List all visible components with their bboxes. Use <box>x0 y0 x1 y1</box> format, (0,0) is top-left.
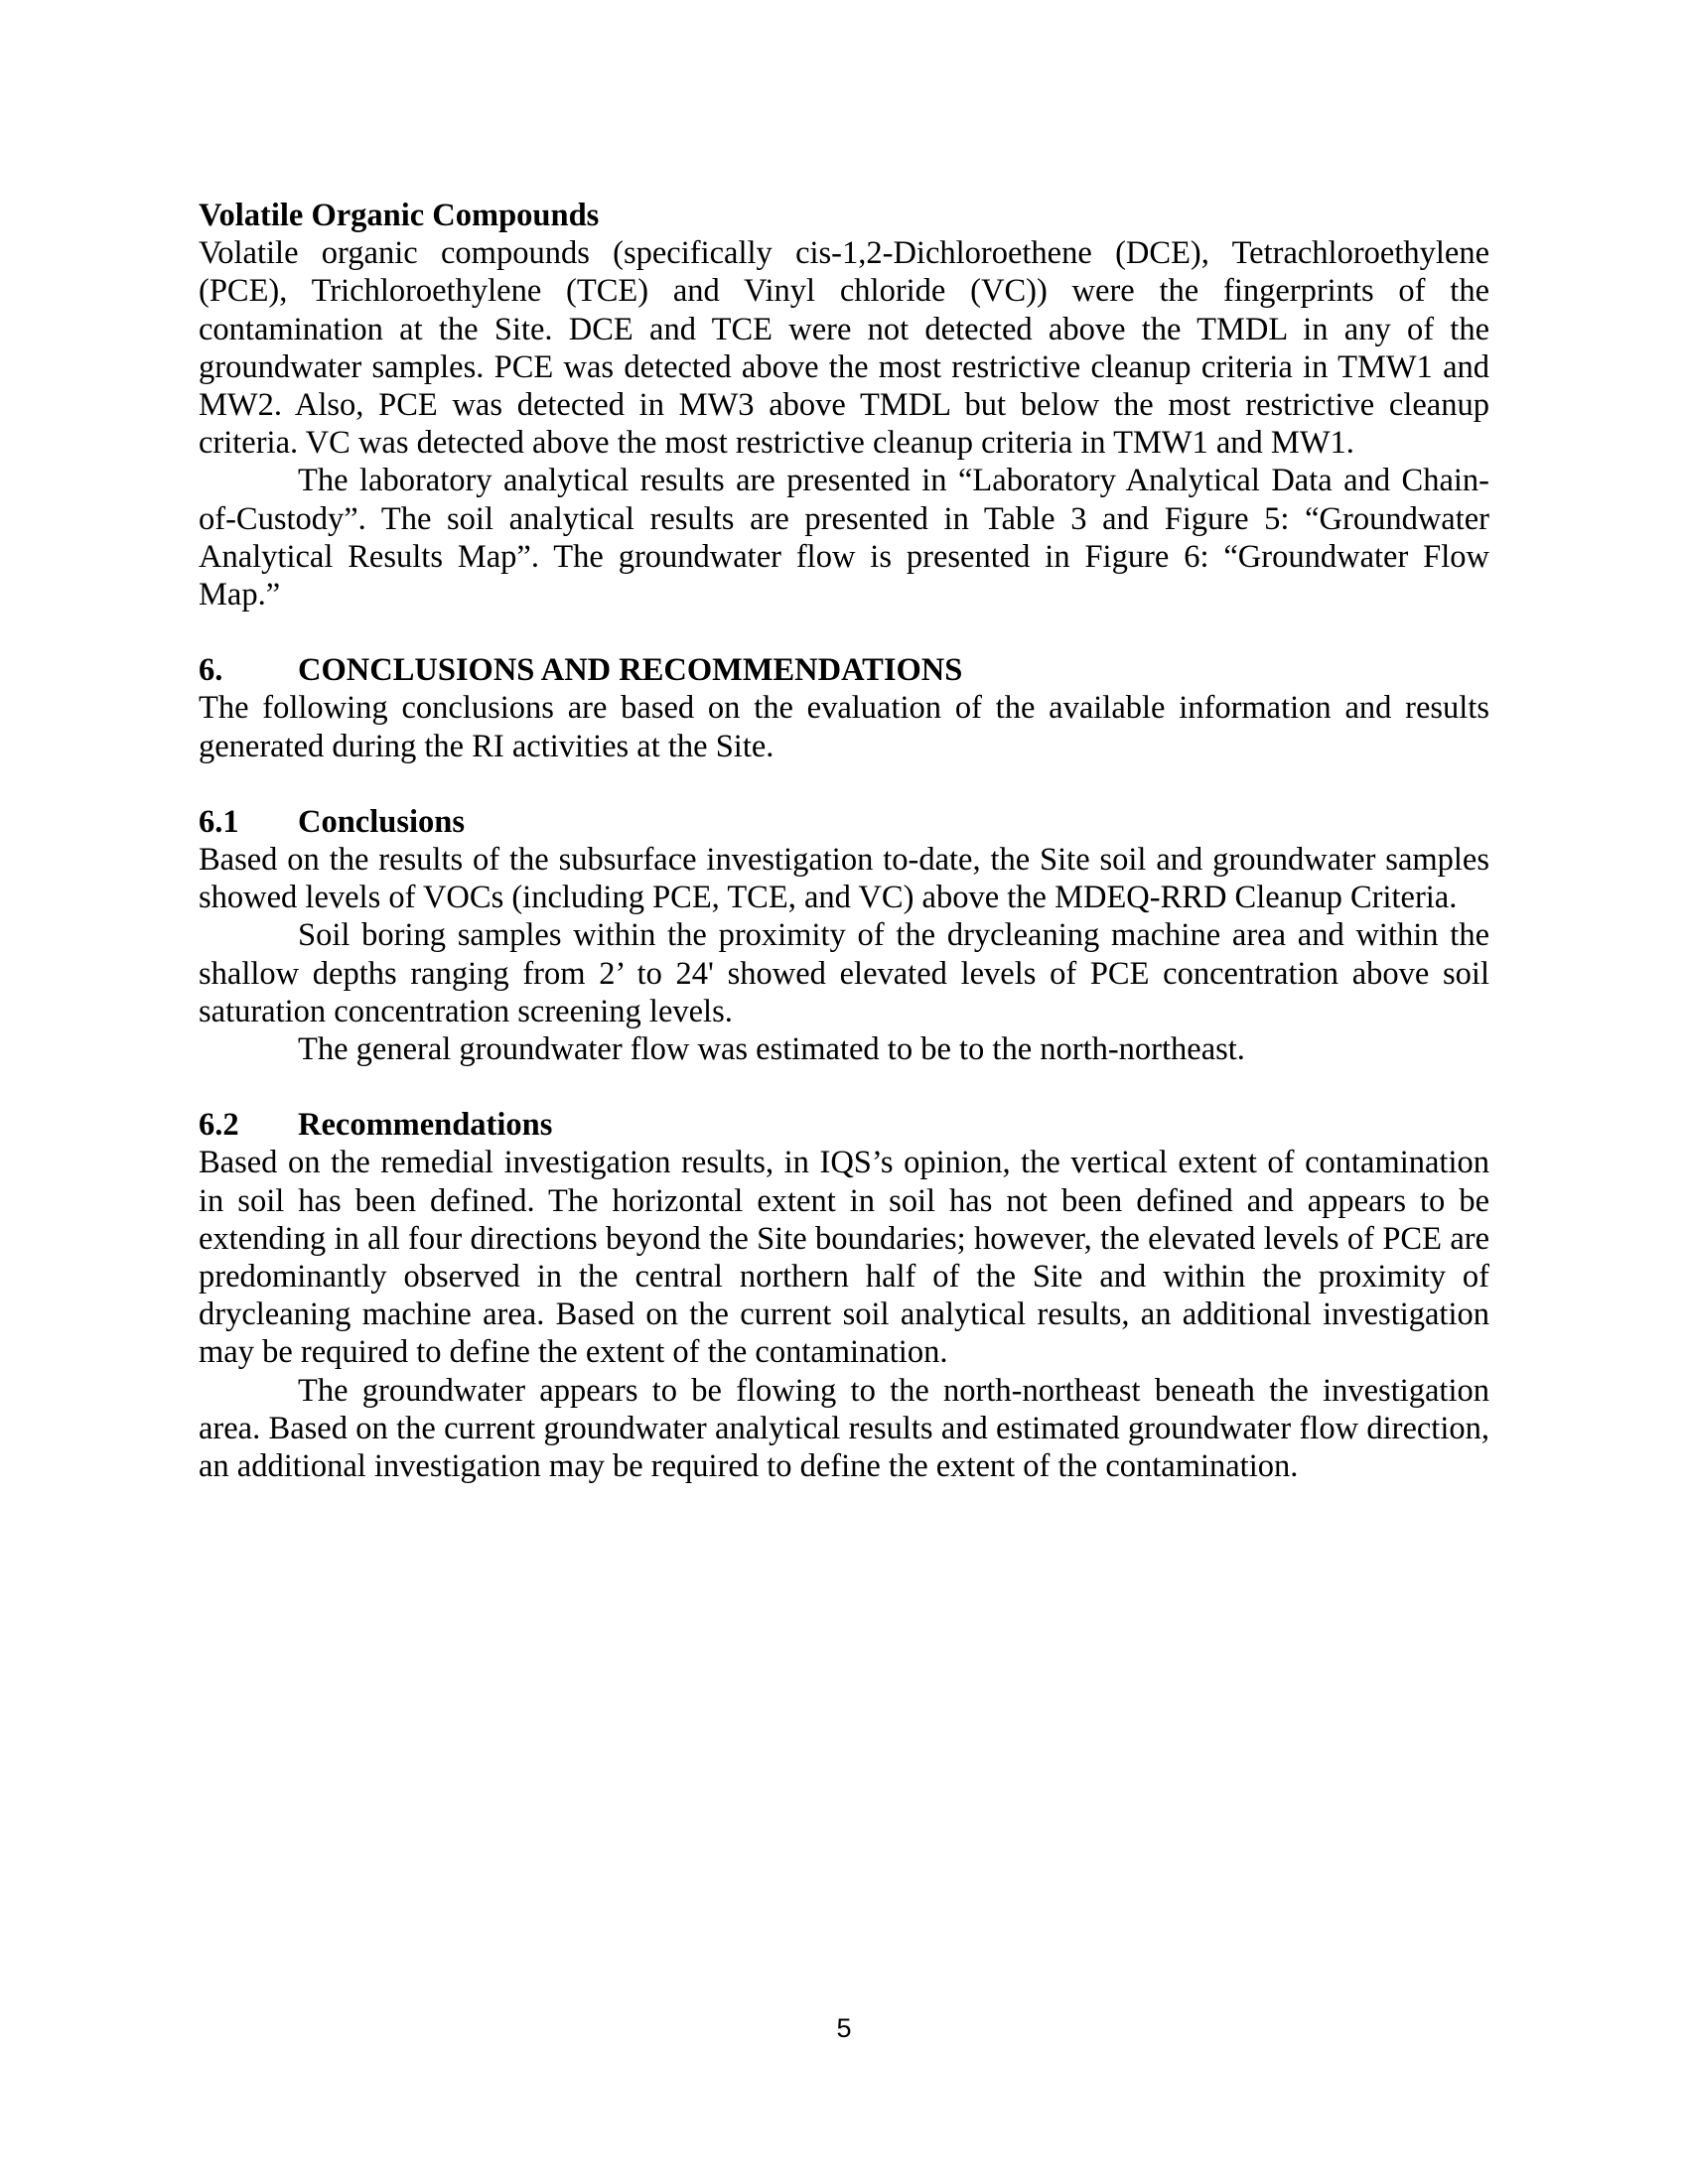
voc-paragraph-2: The laboratory analytical results are presented in “Laboratory Analytical Data and Chain-of-Custody”. The soil analytical results are presented in Table 3 and Figure 5: “Groundwater Analytical Results Map”. The groundwater flow is presented in Figure 6: “Groundwater Flow Map.” <box>199 463 1489 614</box>
section-6-2-heading <box>199 1106 1489 1144</box>
page-body <box>199 197 1489 1485</box>
section-6-1-heading <box>199 803 1489 841</box>
spacer <box>199 765 1489 803</box>
voc-paragraph-1: Volatile organic compounds (specifically cis-1,2-Dichloroethene (DCE), Tetrachloroethylene (PCE), Trichloroethylene (TCE) and Vinyl chloride (VC)) were the fingerprints of the contamination at the Site. DCE and TCE were not detected above the TMDL in any of the groundwater samples. PCE was detected above the most restrictive cleanup criteria in TMW1 and MW2. Also, PCE was detected in MW3 above TMDL but below the most restrictive cleanup criteria. VC was detected above the most restrictive cleanup criteria in TMW1 and MW1. <box>199 235 1489 462</box>
section-6-title: CONCLUSIONS AND RECOMMENDATIONS <box>298 652 963 689</box>
voc-heading-text: Volatile Organic Compounds <box>199 198 600 233</box>
section-6-2-number: 6.2 <box>199 1107 239 1144</box>
conclusions-paragraph-3: The general groundwater flow was estimated to be to the north-northeast. <box>298 1031 1245 1068</box>
conclusions-paragraph-2: Soil boring samples within the proximity of the drycleaning machine area and within the shallow depths ranging from 2’ to 24' showed elevated levels of PCE concentration above soil saturation concentration screening levels. <box>199 917 1489 1029</box>
recommendations-paragraph-2: The groundwater appears to be flowing to the north-northeast beneath the investigation area. Based on the current groundwater analytical results and estimated groundwater flow direction, an additional investigation may be required to define the extent of the contamination. <box>199 1372 1489 1485</box>
recommendations-paragraph-1: Based on the remedial investigation results, in IQS’s opinion, the vertical extent of contamination in soil has been defined. The horizontal extent in soil has not been defined and appears to be extending in all four directions beyond the Site boundaries; however, the elevated levels of PCE are predominantly observed in the central northern half of the Site and within the proximity of drycleaning machine area. Based on the current soil analytical results, an additional investigation may be required to define the extent of the contamination. <box>199 1145 1489 1371</box>
voc-heading <box>199 197 1489 234</box>
spacer <box>199 614 1489 651</box>
section-6-number: 6. <box>199 652 223 689</box>
section-6-1-title: Conclusions <box>298 803 465 840</box>
page-number: 5 <box>836 2013 852 2043</box>
section-6-1-number: 6.1 <box>199 803 239 840</box>
section-6-heading <box>199 651 1489 689</box>
spacer <box>199 1068 1489 1106</box>
conclusions-paragraph-1: Based on the results of the subsurface investigation to-date, the Site soil and groundwater samples showed levels of VOCs (including PCE, TCE, and VC) above the MDEQ-RRD Cleanup Criteria. <box>199 842 1489 916</box>
section-6-2-title: Recommendations <box>298 1107 553 1144</box>
section-6-intro: The following conclusions are based on the evaluation of the available information and results generated during the RI activities at the Site. <box>199 690 1489 764</box>
